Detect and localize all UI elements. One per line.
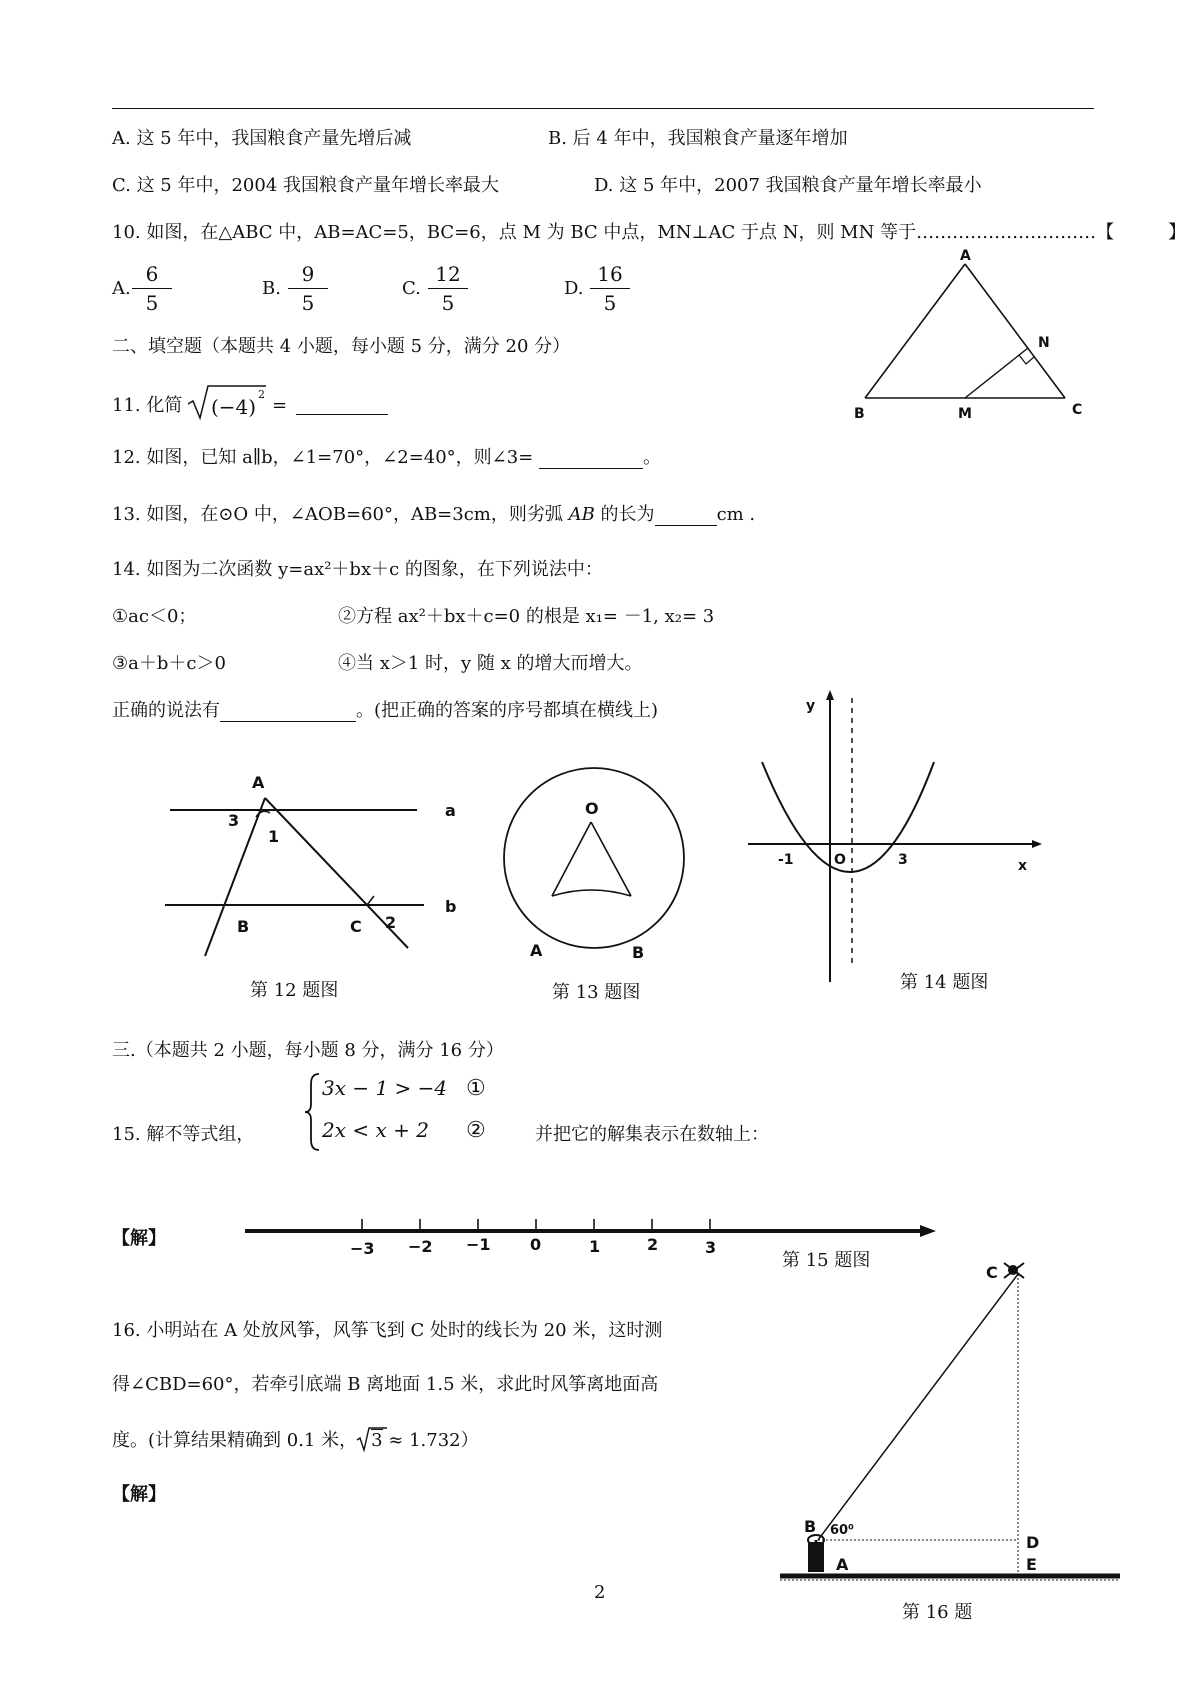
fraction-c-numerator: 12 [428,262,468,289]
tick-0: 0 [530,1235,542,1254]
fig14-label-O: O [834,852,846,868]
fig14-label-y: y [806,698,816,714]
fig13-label-A: A [530,941,543,960]
question-15-suffix: 并把它的解集表示在数轴上： [535,1124,769,1145]
tag-2: ② [466,1118,486,1143]
inequality-2: 2x < x + 2 [322,1118,429,1142]
option-a: A. 这 5 年中，我国粮食产量先增后减 [112,128,412,149]
header-rule [112,108,1094,109]
fig12-label-2: 2 [385,913,397,932]
fig12-label-1: 1 [268,827,280,846]
question-12-end: 。 [643,447,662,468]
figure-13 [495,762,695,972]
answer-prefix: 正确的说法有 [112,700,220,721]
fig16-label-C: C [986,1263,998,1282]
figure-14 [748,692,1048,972]
sqrt-3-arg: 3 [371,1430,383,1451]
question-16-line-3 [112,1430,479,1452]
question-13 [112,504,755,526]
question-16-line-2: 得∠CBD=60°，若牵引底端 B 离地面 1.5 米，求此时风筝离地面高 [112,1374,659,1395]
fig12-label-B: B [237,917,250,936]
fig12-label-A: A [252,773,265,792]
question-13-mid: 的长为 [594,504,655,525]
fig13-label-B: B [632,943,645,962]
tick-neg3: −3 [350,1239,375,1258]
tick-neg2: −2 [408,1237,433,1256]
fraction-d-numerator: 16 [590,262,630,289]
fig16-label-D: D [1026,1533,1040,1552]
label-c: C [1072,402,1083,418]
statement-2: ②方程 ax²＋bx＋c=0 的根是 x₁= －1, x₂= 3 [338,606,715,627]
question-13-text: 13. 如图，在⊙O 中，∠AOB=60°，AB=3cm，则劣弧 [112,504,569,525]
fig12-label-3: 3 [228,811,240,830]
question-11-radicand: (−4) [211,395,257,419]
fig16-label-B: B [804,1517,817,1536]
figure-15-caption: 第 15 题图 [782,1250,871,1271]
choice-b-label: B. [262,278,281,299]
tick-2: 2 [647,1235,659,1254]
question-16-line-1: 16. 小明站在 A 处放风筝，风筝飞到 C 处时的线长为 20 米，这时测 [112,1320,663,1341]
fig16-label-E: E [1026,1555,1037,1574]
fig12-label-b: b [445,897,457,916]
question-12-text: 12. 如图，已知 a∥b，∠1=70°，∠2=40°，则∠3= [112,447,540,468]
question-14: 14. 如图为二次函数 y=ax²＋bx＋c 的图象，在下列说法中： [112,559,603,580]
answer-blank-13[interactable] [655,507,717,526]
tick-1: 1 [589,1237,601,1256]
fig14-label-3: 3 [898,852,908,868]
answer-blank-12[interactable] [539,450,643,469]
figure-16 [780,1258,1140,1588]
question-13-end: cm . [716,504,756,525]
label-b: B [854,406,865,422]
solve-label-16: 【解】 [112,1484,166,1505]
triangle-abc-figure [850,250,1110,420]
sqrt3-radical [357,1426,371,1452]
inequality-1: 3x − 1 > −4 [322,1076,448,1100]
label-m: M [958,406,972,422]
answer-blank-11[interactable] [296,414,388,415]
tick-neg1: −1 [466,1235,491,1254]
question-14-answer [112,700,658,722]
question-11-exponent: 2 [258,388,265,401]
fraction-a [132,262,172,315]
question-11-prefix: 11. 化简 [112,395,183,416]
question-12 [112,447,661,469]
option-d: D. 这 5 年中，2007 我国粮食产量年增长率最小 [594,175,982,196]
tick-3: 3 [705,1238,717,1257]
question-13-arc: AB [568,504,595,525]
figure-13-caption: 第 13 题图 [552,982,641,1003]
choice-a-label: A. [112,278,131,299]
figure-12 [160,762,470,962]
fraction-c [428,262,468,315]
sqrt-3 [357,1430,382,1452]
answer-blank-14[interactable] [220,703,356,722]
fraction-d [590,262,630,315]
fraction-a-denominator: 5 [145,291,159,315]
statement-3: ③a＋b＋c＞0 [112,653,226,674]
page-number: 2 [594,1582,606,1603]
fig16-label-angle: 60⁰ [830,1523,854,1538]
fig13-label-O: O [585,799,599,818]
label-n: N [1038,335,1050,351]
fig14-label-x: x [1018,858,1028,874]
option-b: B. 后 4 年中，我国粮食产量逐年增加 [548,128,848,149]
label-a: A [960,248,971,264]
figure-14-caption: 第 14 题图 [900,972,989,993]
fraction-c-denominator: 5 [441,291,455,315]
section-3-header: 三.（本题共 2 小题，每小题 8 分，满分 16 分） [112,1040,504,1061]
section-2-header: 二、填空题（本题共 4 小题，每小题 5 分，满分 20 分） [112,336,571,357]
fraction-b [288,262,328,315]
line-3-suffix: ≈ 1.732） [382,1430,479,1451]
tag-1: ① [466,1076,486,1101]
fig16-label-A: A [836,1555,849,1574]
fig14-label-neg1: -1 [778,852,794,868]
statement-4: ④当 x＞1 时，y 随 x 的增大而增大。 [338,653,643,674]
statement-1: ①ac＜0； [112,606,197,627]
solve-label-15: 【解】 [112,1228,166,1249]
figure-16-caption: 第 16 题 [902,1602,973,1623]
fraction-b-numerator: 9 [288,262,328,289]
line-3-prefix: 度。(计算结果精确到 0.1 米， [112,1430,358,1451]
answer-suffix: 。(把正确的答案的序号都填在横线上) [356,700,659,721]
fraction-a-numerator: 6 [132,262,172,289]
choice-c-label: C. [402,278,421,299]
question-15-prefix: 15. 解不等式组， [112,1124,255,1145]
choice-d-label: D. [564,278,584,299]
fig12-label-C: C [350,917,362,936]
figure-12-caption: 第 12 题图 [250,980,339,1001]
fraction-b-denominator: 5 [301,291,315,315]
question-10: 10. 如图，在△ABC 中，AB=AC=5，BC=6，点 M 为 BC 中点，MN⊥AC 于点 N，则 MN 等于…………………………【 】 [112,222,1187,243]
question-11-equals: = [272,395,288,416]
option-c: C. 这 5 年中，2004 我国粮食产量年增长率最大 [112,175,499,196]
fraction-d-denominator: 5 [603,291,617,315]
fig12-label-a: a [445,801,456,820]
